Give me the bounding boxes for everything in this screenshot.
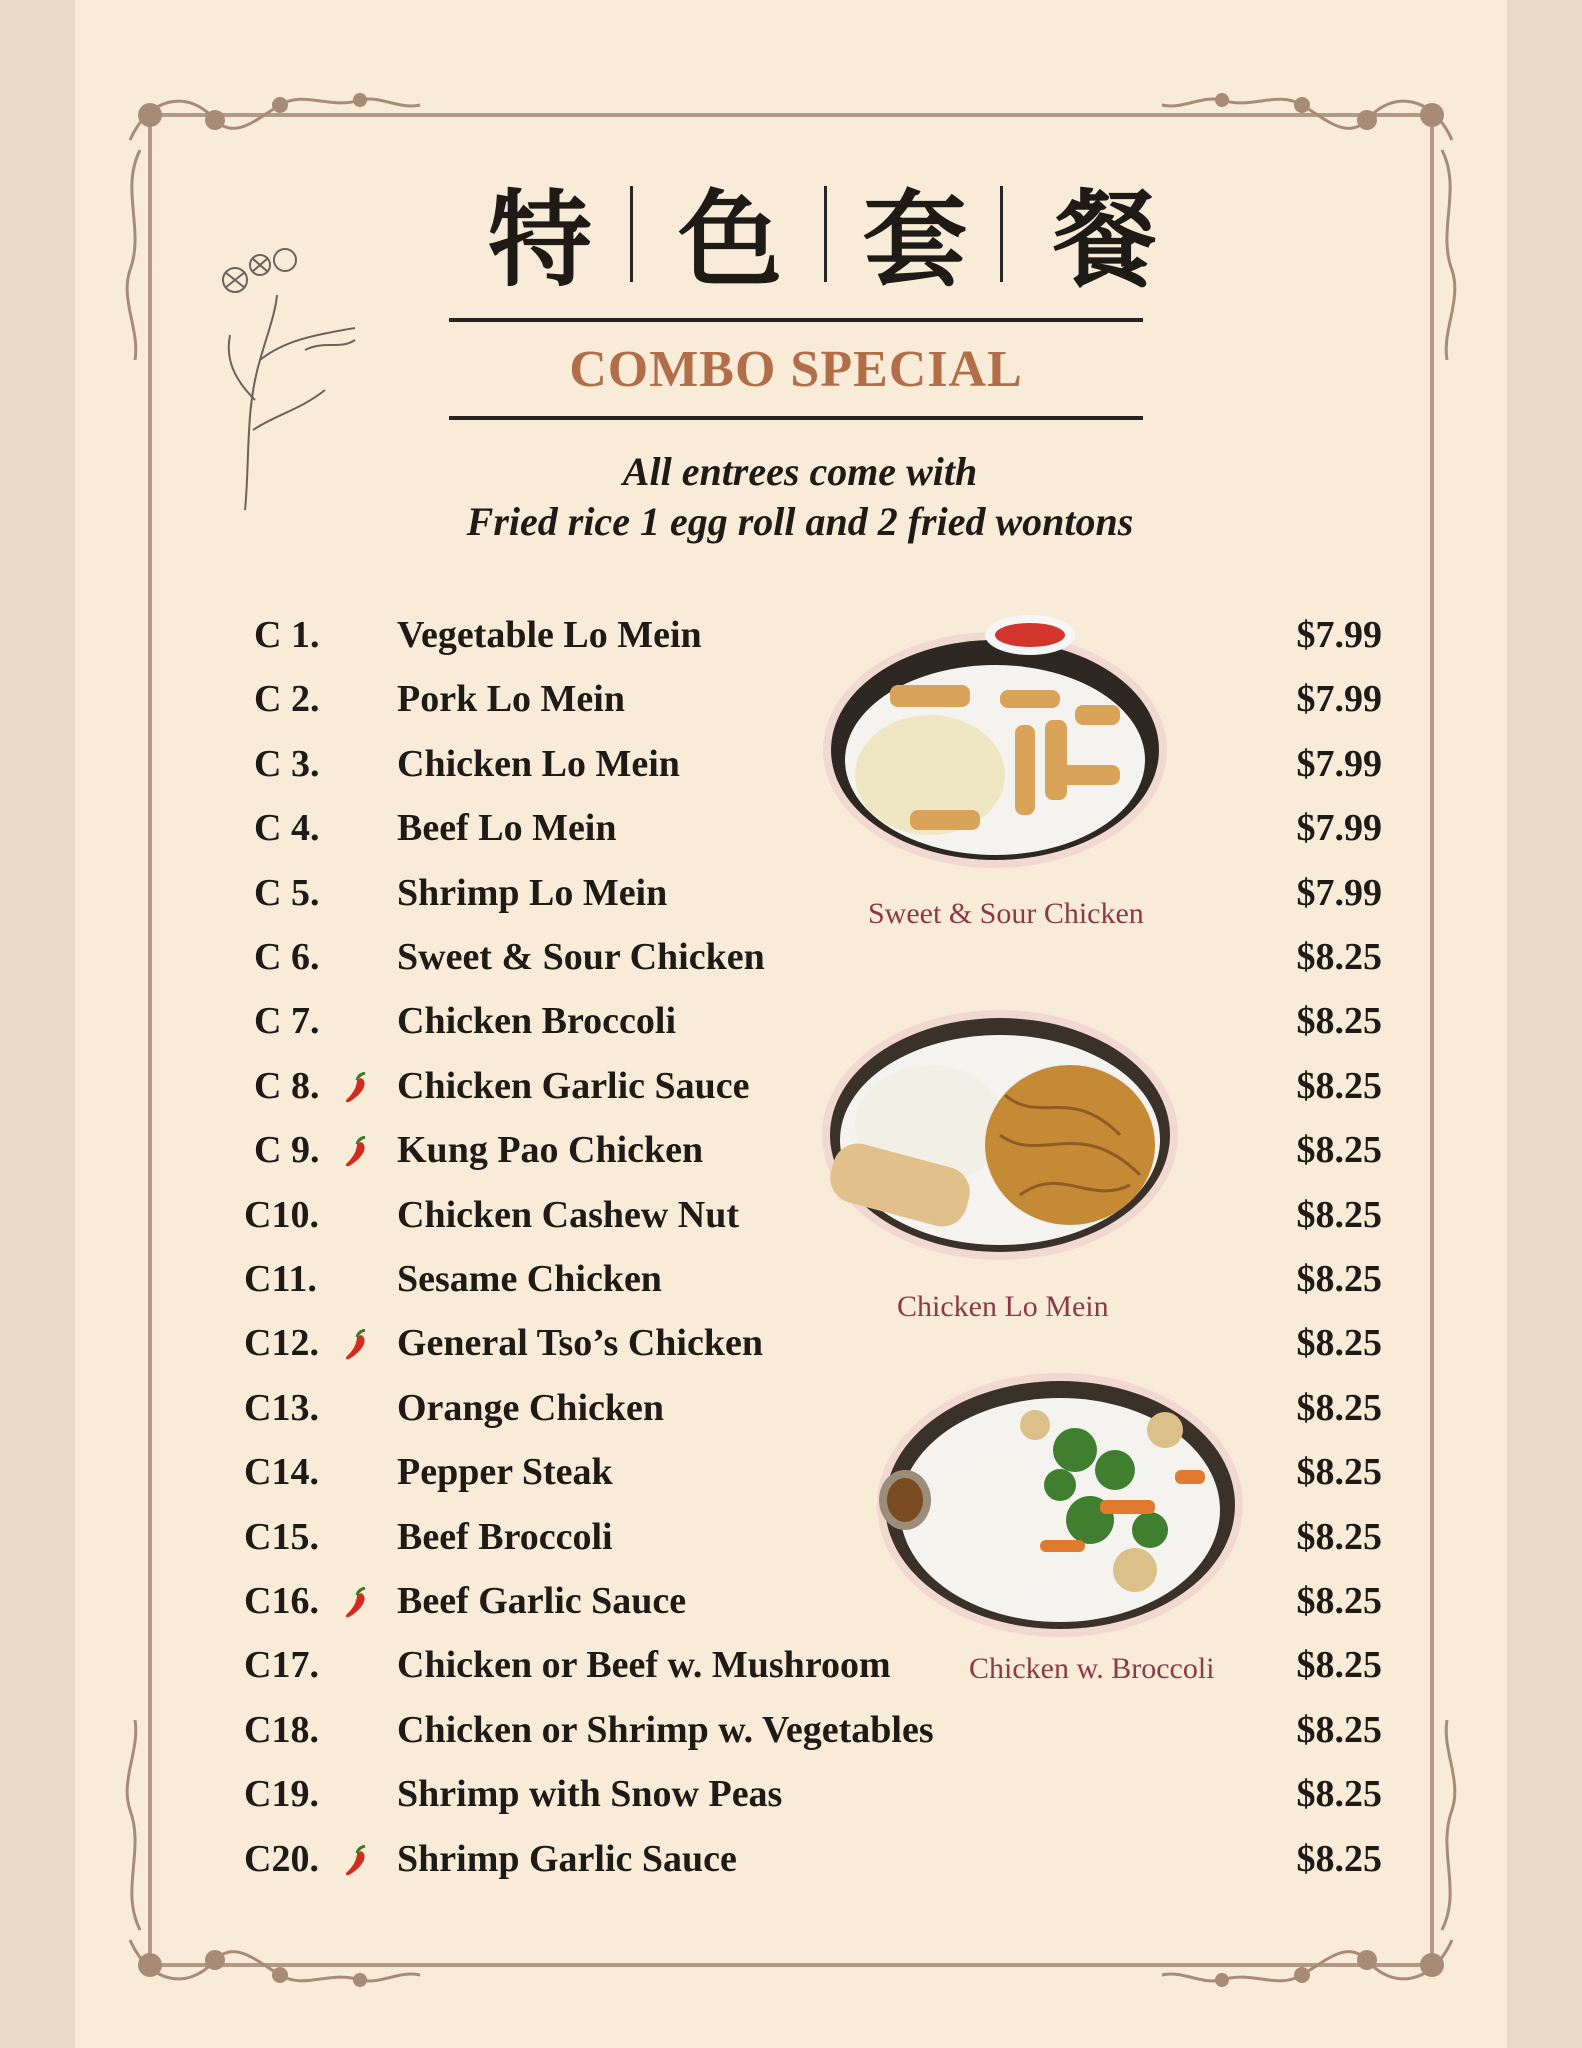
menu-item-code: C 2. [254,678,320,721]
menu-item-code: C 7. [254,1000,320,1043]
photo-caption: Sweet & Sour Chicken [868,897,1144,930]
menu-item-code: C 4. [254,807,320,850]
menu-item-name: General Tso’s Chicken [397,1322,763,1365]
menu-item-price: $7.99 [1296,807,1382,850]
title-rule-bottom [449,416,1143,420]
page-title: COMBO SPECIAL [569,341,1023,398]
menu-item-name: Shrimp with Snow Peas [397,1773,783,1816]
subtitle-line: All entrees come with [622,449,978,494]
menu-item-name: Chicken Broccoli [397,1000,677,1043]
menu-item-price: $8.25 [1296,1515,1382,1558]
menu-item-code: C14. [244,1451,319,1494]
menu-item-name: Beef Garlic Sauce [397,1580,687,1622]
menu-item-name: Sesame Chicken [397,1258,662,1300]
title-divider [824,186,827,282]
menu-item-row [0,1120,1582,1180]
menu-item-code: C 8. [254,1064,320,1107]
menu-item-price: $7.99 [1296,742,1382,785]
menu-item-code: C 3. [254,742,320,785]
menu-item-row [0,798,1582,858]
menu-item-code: C19. [244,1773,319,1816]
menu-item-name: Beef Broccoli [397,1515,613,1558]
menu-item-row [0,669,1582,729]
menu-item-name: Vegetable Lo Mein [397,614,702,656]
title-cn-char: 特 [487,178,592,301]
menu-item-row [0,1313,1582,1373]
menu-item-name: Shrimp Garlic Sauce [397,1837,737,1880]
menu-item-row [0,1571,1582,1631]
menu-item-name: Pork Lo Mein [397,678,625,721]
menu-item-price: $8.25 [1296,1386,1382,1429]
menu-item-code: C10. [244,1193,319,1236]
menu-item-name: Beef Lo Mein [397,807,617,850]
title-divider [1000,186,1003,282]
menu-item-price: $8.25 [1296,1580,1382,1622]
food-photo [820,615,1170,875]
menu-item-name: Chicken Cashew Nut [397,1193,740,1236]
menu-item-name: Chicken Garlic Sauce [397,1064,750,1107]
menu-item-name: Chicken Lo Mein [397,742,680,785]
menu-item-price: $8.25 [1296,1193,1382,1236]
menu-item-code: C13. [244,1386,319,1429]
menu-item-price: $7.99 [1296,614,1382,656]
chili-pepper-icon [343,1136,369,1168]
title-cn-char: 餐 [1052,178,1157,301]
menu-item-row [0,1378,1582,1438]
menu-item-name: Chicken or Shrimp w. Vegetables [397,1708,934,1751]
menu-item-code: C 9. [254,1129,320,1172]
title-rule-top [449,318,1143,322]
menu-item-price: $8.25 [1296,936,1382,978]
food-photo [875,1370,1245,1640]
menu-item-price: $8.25 [1296,1837,1382,1880]
menu-item-price: $8.25 [1296,1000,1382,1043]
menu-item-price: $8.25 [1296,1451,1382,1494]
menu-item-row [0,605,1582,665]
title-cn-char: 色 [677,178,782,301]
menu-item-name: Pepper Steak [397,1451,613,1494]
menu-item-code: C15. [244,1515,319,1558]
menu-item-code: C12. [244,1322,319,1365]
menu-item-name: Chicken or Beef w. Mushroom [397,1644,891,1687]
chili-pepper-icon [343,1329,369,1361]
menu-item-code: C20. [244,1837,319,1880]
menu-item-name: Kung Pao Chicken [397,1129,704,1172]
menu-item-name: Sweet & Sour Chicken [397,936,765,978]
menu-item-row [0,1185,1582,1245]
menu-item-price: $8.25 [1296,1322,1382,1365]
chili-pepper-icon [343,1587,369,1619]
menu-item-code: C18. [244,1708,319,1751]
menu-item-row [0,1700,1582,1760]
menu-item-price: $8.25 [1296,1644,1382,1687]
menu-item-price: $8.25 [1296,1258,1382,1300]
menu-item-row [0,863,1582,923]
menu-item-row [0,1764,1582,1824]
menu-item-price: $8.25 [1296,1064,1382,1107]
food-photo [820,1005,1180,1265]
menu-item-price: $7.99 [1296,871,1382,914]
menu-item-price: $8.25 [1296,1129,1382,1172]
menu-item-name: Shrimp Lo Mein [397,871,668,914]
photo-caption: Chicken Lo Mein [897,1290,1109,1323]
menu-item-row [0,1635,1582,1695]
title-divider [630,186,633,282]
menu-item-row [0,927,1582,987]
chili-pepper-icon [343,1072,369,1104]
subtitle-line: Fried rice 1 egg roll and 2 fried wontons [466,499,1134,544]
menu-item-price: $7.99 [1296,678,1382,721]
menu-item-code: C 1. [254,614,320,656]
photo-caption: Chicken w. Broccoli [969,1652,1215,1685]
menu-item-row [0,1507,1582,1567]
menu-item-row [0,1442,1582,1502]
menu-item-row [0,991,1582,1051]
title-cn-char: 套 [862,178,967,301]
menu-item-price: $8.25 [1296,1773,1382,1816]
chili-pepper-icon [343,1845,369,1877]
menu-item-code: C 5. [254,871,320,914]
menu-item-code: C11. [244,1258,317,1300]
menu-item-row [0,1056,1582,1116]
menu-item-row [0,1249,1582,1309]
menu-item-row [0,734,1582,794]
menu-item-code: C17. [244,1644,319,1687]
menu-item-price: $8.25 [1296,1708,1382,1751]
menu-item-row [0,1829,1582,1889]
menu-item-code: C 6. [254,936,320,978]
menu-item-name: Orange Chicken [397,1386,665,1429]
menu-item-code: C16. [244,1580,319,1622]
